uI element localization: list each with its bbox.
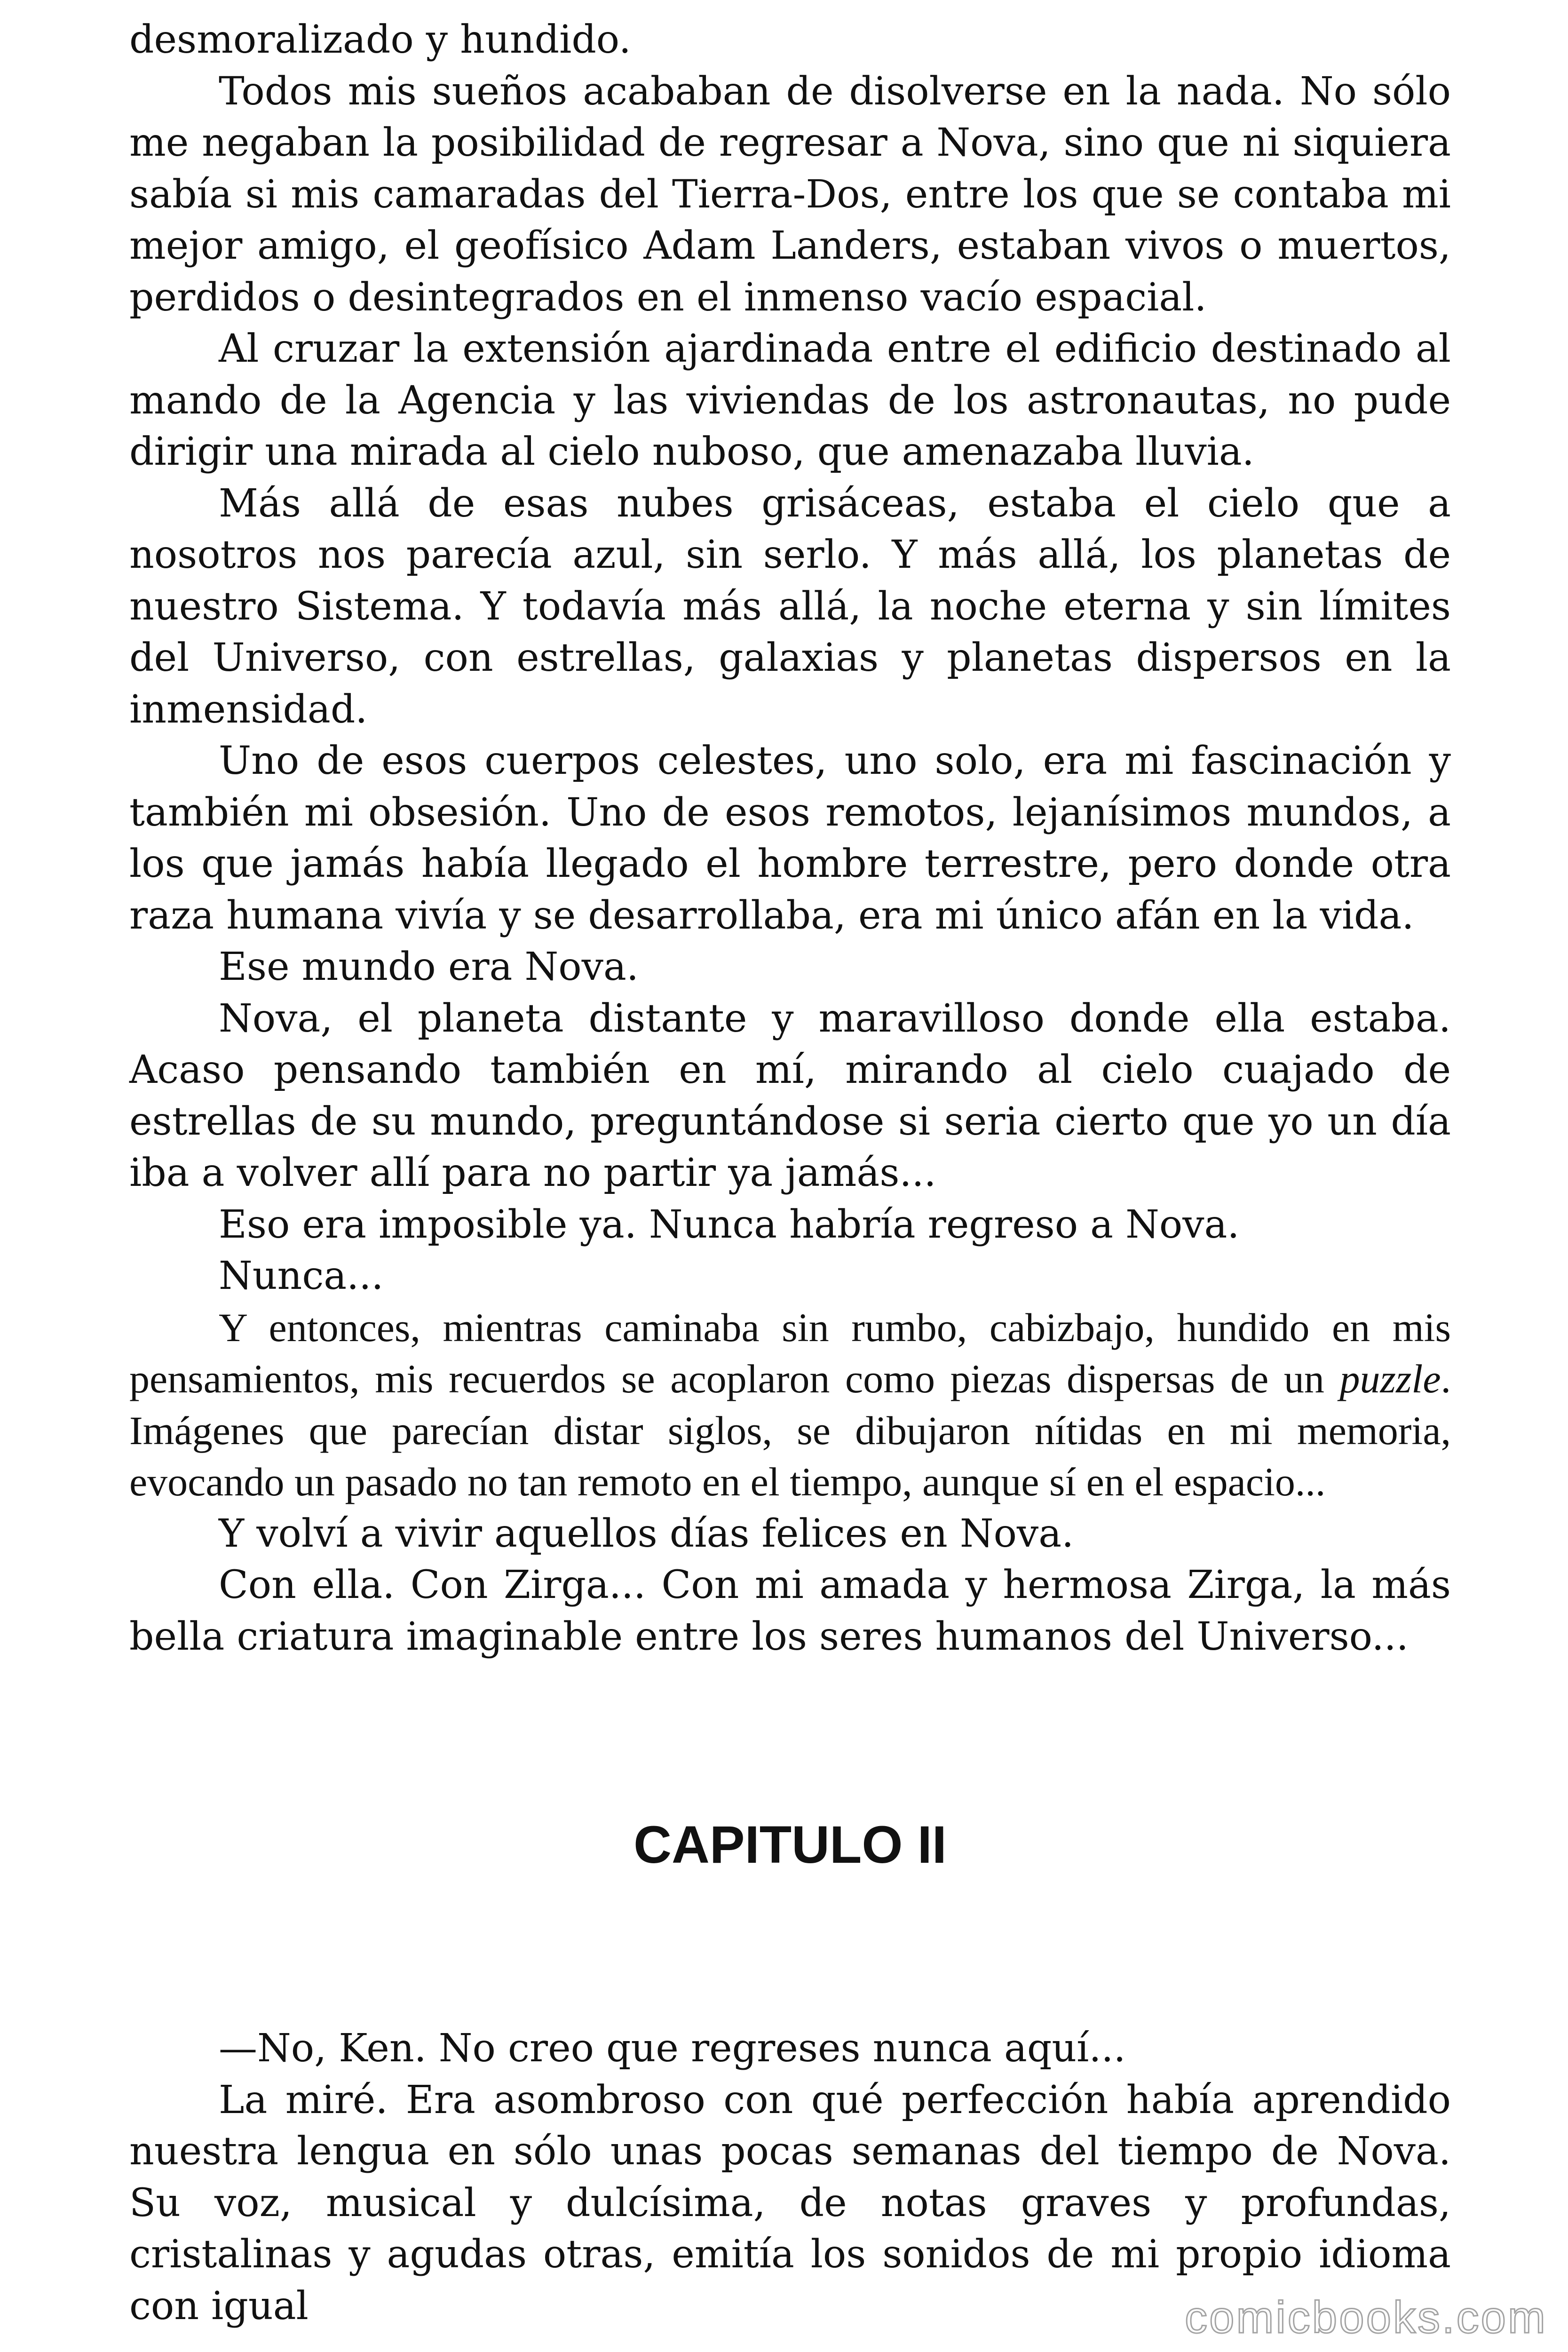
chapter-title: CAPITULO II	[634, 1815, 947, 1874]
italic-word: puzzle	[1339, 1356, 1441, 1401]
paragraph: —No, Ken. No creo que regreses nunca aquí...	[219, 2026, 1126, 2071]
watermark-logo: comicbooks.com	[1185, 2292, 1547, 2343]
paragraph: Todos mis sueños acababan de disolverse en la nada. No sólo me negaban la posibilidad de regresar a Nova, sino que ni siquiera sabía si mis camaradas del Tierra-Dos, entre los que se contaba mi mejor amigo, el geofísico Adam Landers, estaban vivos o muertos, perdidos o desintegrados en el inmenso vacío espacial.	[129, 69, 1451, 320]
paragraph: Eso era imposible ya. Nunca habría regreso a Nova.	[219, 1202, 1240, 1247]
paragraph: La miré. Era asombroso con qué perfección había aprendido nuestra lengua en sólo unas pocas semanas del tiempo de Nova. Su voz, musical y dulcísima, de notas graves y profundas, cristalinas y agudas otras, emitía los sonidos de mi propio idioma con igual	[129, 2077, 1451, 2328]
paragraph: Uno de esos cuerpos celestes, uno solo, era mi fascinación y también mi obsesión. Uno de esos remotos, lejanísimos mundos, a los que jamás había llegado el hombre terrestre, pero donde otra raza humana vivía y se desarrollaba, era mi único afán en la vida.	[129, 739, 1451, 938]
book-page	[129, 14, 1451, 2332]
paragraph: Nova, el planeta distante y maravilloso donde ella estaba. Acaso pensando también en mí, mirando al cielo cuajado de estrellas de su mundo, preguntándose si seria cierto que yo un día iba a volver allí para no partir ya jamás...	[129, 996, 1451, 1195]
paragraph: Al cruzar la extensión ajardinada entre el edificio destinado al mando de la Agencia y las viviendas de los astronautas, no pude dirigir una mirada al cielo nuboso, que amenazaba lluvia.	[129, 326, 1451, 474]
paragraph-alt-font	[129, 1302, 1451, 1508]
paragraph: desmoralizado y hundido.	[129, 17, 631, 62]
paragraph: Nunca...	[219, 1254, 384, 1298]
paragraph-text: . Imágenes que parecían distar siglos, se dibujaron nítidas en mi memoria, evocando un pasado no tan remoto en el tiempo, aunque sí en el espacio...	[129, 1356, 1451, 1504]
paragraph-text: Y entonces, mientras caminaba sin rumbo, cabizbajo, hundido en mis pensamientos, mis recuerdos se acoplaron como piezas dispersas de un	[129, 1304, 1451, 1401]
paragraph: Más allá de esas nubes grisáceas, estaba el cielo que a nosotros nos parecía azul, sin serlo. Y más allá, los planetas de nuestro Sistema. Y todavía más allá, la noche eterna y sin límites del Universo, con estrellas, galaxias y planetas dispersos en la inmensidad.	[129, 481, 1451, 732]
paragraph: Y volví a vivir aquellos días felices en Nova.	[219, 1511, 1074, 1556]
paragraph: Con ella. Con Zirga... Con mi amada y hermosa Zirga, la más bella criatura imaginable entre los seres humanos del Universo...	[129, 1563, 1451, 1659]
paragraph: Ese mundo era Nova.	[219, 945, 639, 989]
